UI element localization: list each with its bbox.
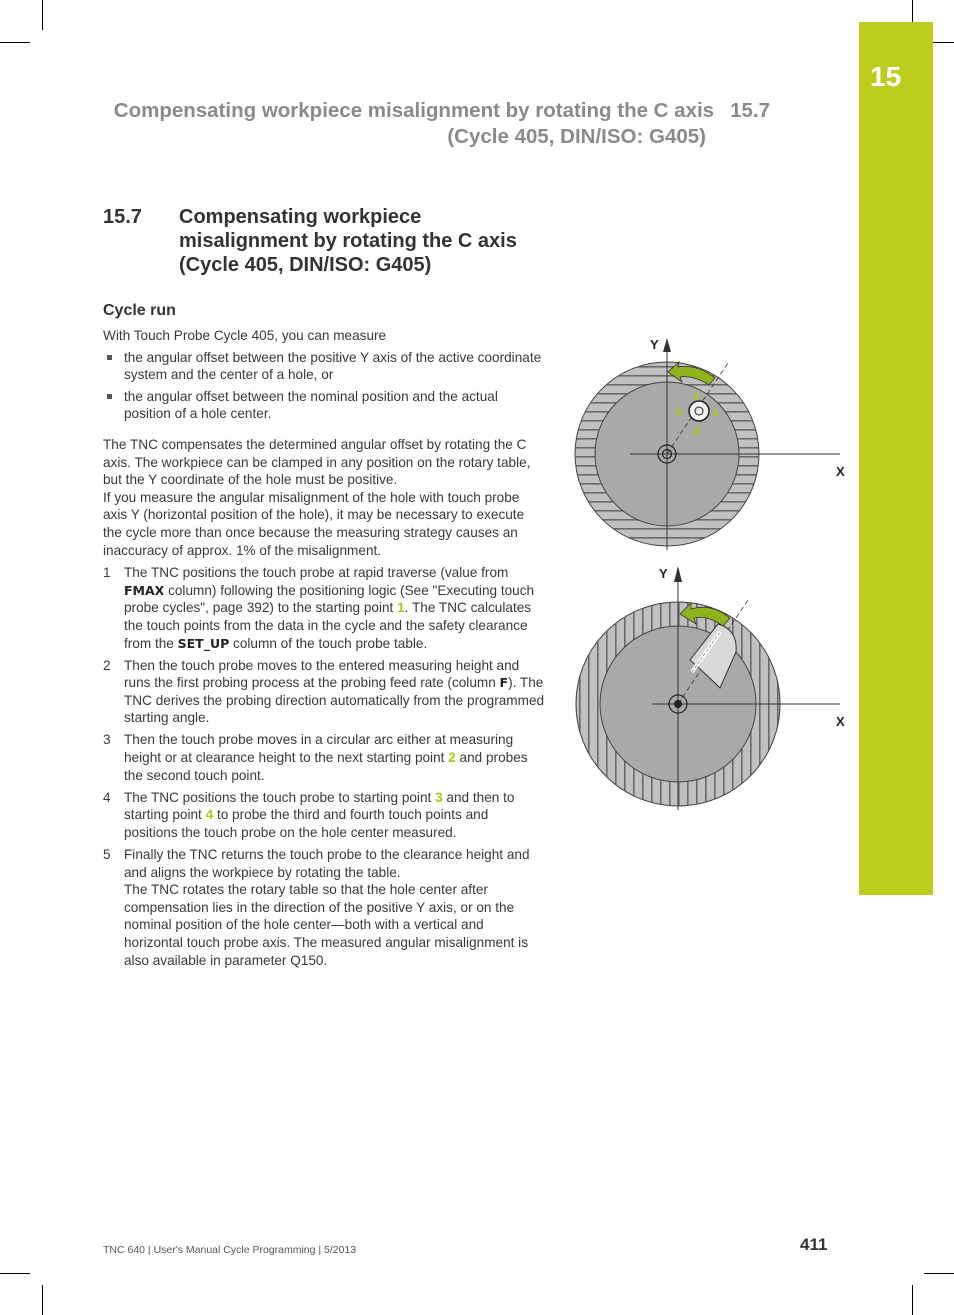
hole: [689, 401, 709, 421]
footer-text: TNC 640 | User's Manual Cycle Programming | 5/2013: [103, 1244, 357, 1256]
step-item: 4 The TNC positions the touch probe to starting point 3 and then to starting point 4 to probe the third and fourth touch points and positions the touch probe on the hole center measured.: [103, 789, 515, 840]
point-ref: 3: [435, 789, 443, 805]
y-axis-label: Y: [650, 337, 659, 352]
center-mark: [674, 700, 682, 708]
figure-cycle-405-horizontal: [570, 560, 860, 820]
figure-cycle-405-vertical: [570, 330, 860, 560]
code-set-up: SET_UP: [177, 635, 230, 651]
crop-mark: [912, 1285, 913, 1315]
running-header: [114, 98, 770, 150]
point-ref: 1: [397, 600, 405, 616]
crop-mark: [0, 42, 30, 43]
running-header-subtitle: (Cycle 405, DIN/ISO: G405): [447, 125, 706, 148]
paragraph: The TNC compensates the determined angular offset by rotating the C axis. The workpiece can be clamped in any position on the rotary table, but the Y coordinate of the hole must be positive.: [103, 436, 531, 488]
bullet-square-icon: [107, 394, 112, 399]
subheading: Cycle run: [103, 302, 176, 319]
step-item: 2 Then the touch probe moves to the entered measuring height and runs the first probing process at the probing feed rate (column F). The TNC derives the probing direction automatically from the programmed starting angle.: [103, 657, 545, 726]
running-header-section: 15.7: [730, 99, 770, 122]
crop-mark: [0, 1273, 30, 1274]
point-ref: 2: [448, 750, 456, 766]
x-axis-label: X: [836, 464, 845, 479]
body-text: [103, 327, 545, 969]
point-label-4: 4: [693, 424, 700, 438]
bullet-square-icon: [107, 355, 112, 360]
bullet-item: the angular offset between the nominal position and the actual position of a hole center.: [103, 388, 545, 423]
step-item: 3 Then the touch probe moves in a circular arc either at measuring height or at clearance height to the next starting point 2 and probes the second touch point.: [103, 732, 528, 783]
point-label-1: 1: [712, 405, 719, 419]
chapter-tab: [859, 22, 933, 895]
y-axis-arrow-icon: [663, 338, 671, 352]
running-header-title: Compensating workpiece misalignment by rotating the C axis: [113, 99, 715, 122]
section-number: 15.7: [103, 206, 142, 228]
page-number: 411: [800, 1235, 828, 1254]
point-label-3: 3: [675, 405, 682, 419]
bullet-item: the angular offset between the positive Y axis of the active coordinate system and the center of a hole, or: [103, 349, 545, 384]
chapter-number: 15: [870, 61, 902, 92]
y-axis-arrow-icon: [674, 566, 682, 582]
crop-mark: [42, 0, 43, 30]
step-item: 1 The TNC positions the touch probe at rapid traverse (value from FMAX column) following the positioning logic (See "Executing touch probe cycles", page 392) to the starting point 1. The TNC calculates the touch points from the data in the cycle and the safety clearance from the SET_UP column of the touch probe table.: [103, 565, 535, 651]
x-axis-label: X: [836, 714, 845, 729]
code-f: F: [499, 675, 509, 691]
step-item: 5 Finally the TNC returns the touch probe to the clearance height and and aligns the workpiece by rotating the table. The TNC rotates the rotary table so that the hole center after compensation lies in the direction of the positive Y axis, or on the nominal position of the hole center—both with a vertical and horizontal touch probe axis. The measured angular misalignment is also available in parameter Q150.: [103, 847, 530, 968]
point-label-2: 2: [693, 389, 700, 403]
paragraph: If you measure the angular misalignment of the hole with touch probe axis Y (horizontal position of the hole), it may be necessary to execute the cycle more than once because the measuring strategy causes an inaccuracy of approx. 1% of the misalignment.: [103, 489, 525, 558]
intro-text: With Touch Probe Cycle 405, you can measure: [103, 328, 387, 343]
point-ref: 4: [205, 807, 214, 823]
y-axis-label: Y: [659, 566, 668, 581]
crop-mark: [924, 1273, 954, 1274]
code-fmax: FMAX: [124, 582, 165, 598]
crop-mark: [42, 1285, 43, 1315]
section-title: Compensating workpiece misalignment by rotating the C axis (Cycle 405, DIN/ISO: G405): [179, 206, 517, 276]
